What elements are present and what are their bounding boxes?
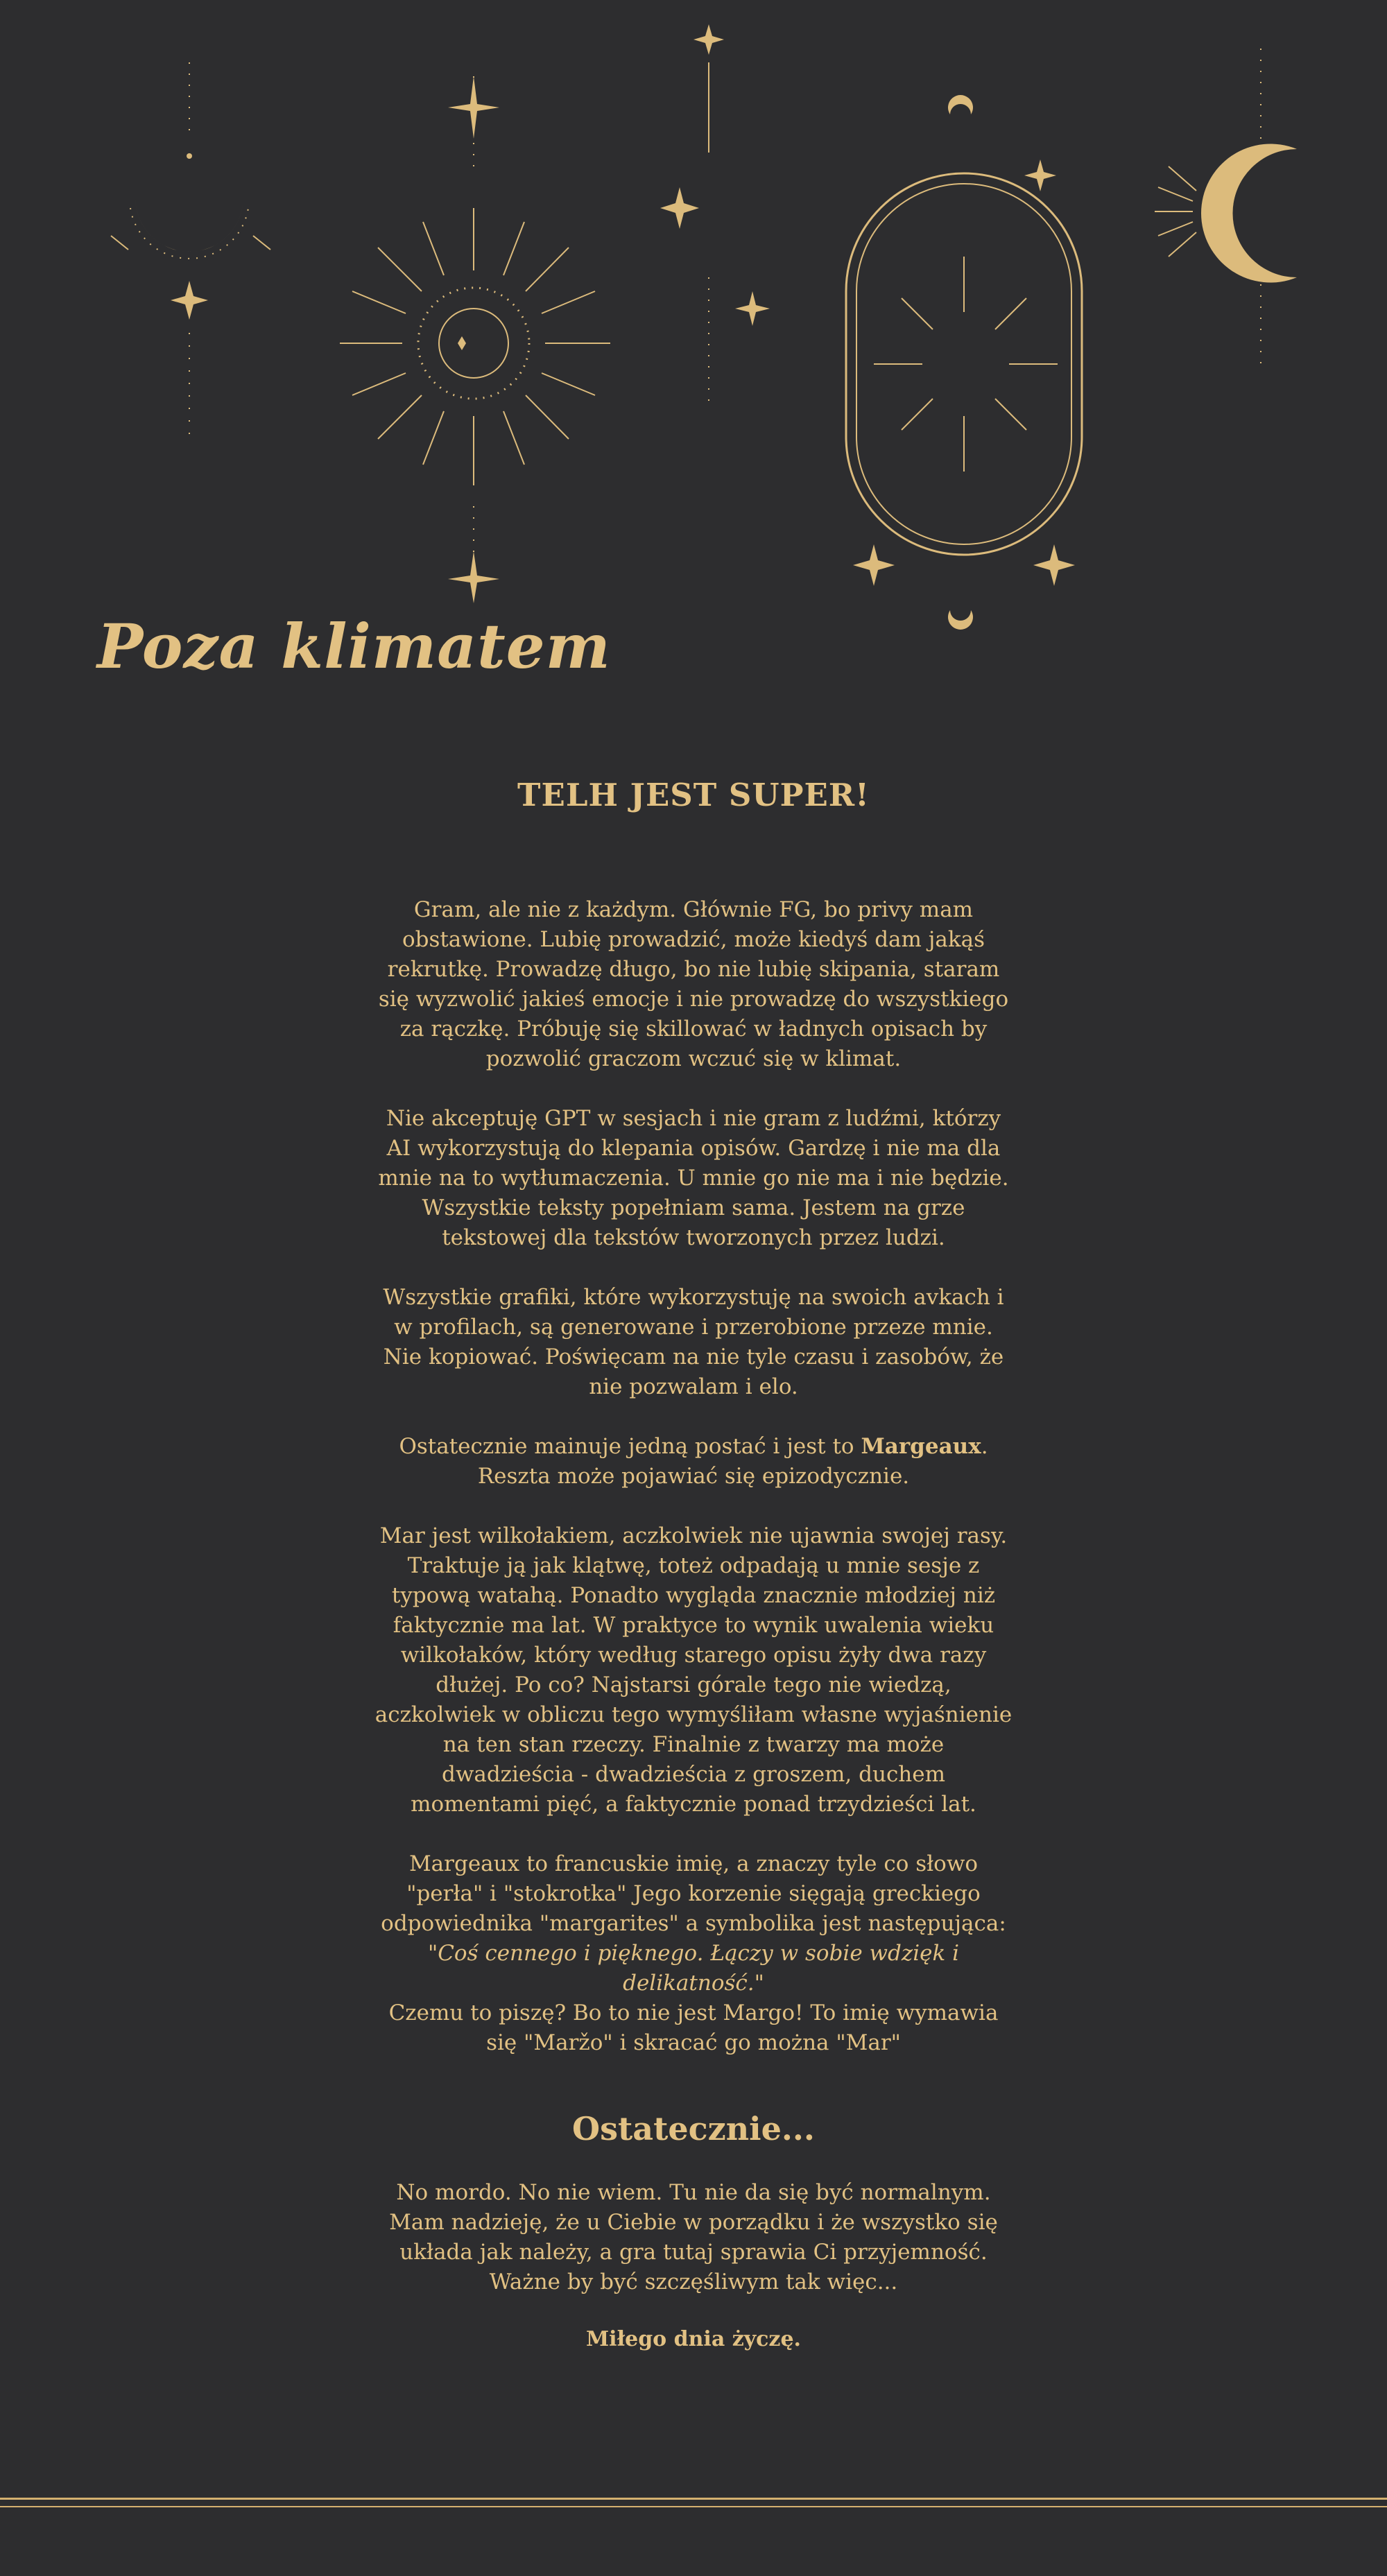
- logo: Poza klimatem: [97, 610, 611, 682]
- footer-divider-bottom: [0, 2506, 1387, 2507]
- main-character-paragraph: [347, 1432, 1040, 1492]
- closing-paragraph: No mordo. No nie wiem. Tu nie da się być normalnym. Mam nadzieję, że u Ciebie w porządku i że wszystko się układa jak należy, a gra tutaj sprawia Ci przyjemność. Ważne by być szczęśliwym tak więc...: [389, 2180, 998, 2294]
- farewell-text: Miłego dnia życzę.: [585, 2327, 802, 2351]
- celestial-ornaments: [0, 0, 1387, 638]
- main-character-text-after: . Reszta może pojawiać się epizodycznie.: [477, 1434, 988, 1489]
- main-character-text-before: Ostatecznie mainuje jedną postać i jest to: [399, 1434, 861, 1459]
- character-name: Margeaux: [861, 1434, 981, 1459]
- main-content: [347, 777, 1040, 2351]
- name-meaning-quote: "Coś cennego i pięknego. Łączy w sobie wdzięk i delikatność.": [427, 1941, 960, 1996]
- arch-moon-icon: [846, 95, 1082, 630]
- name-meaning-text: Margeaux to francuskie imię, a znaczy tyle co słowo "perła" i "stokrotka" Jego korzenie sięgają greckiego odpowiednika "margarites" a symbolika jest następująca:: [381, 1851, 1006, 1936]
- crescent-moon-icon: [111, 62, 270, 437]
- name-meaning-paragraph: [347, 1849, 1040, 2058]
- intro-paragraph: Gram, ale nie z każdym. Głównie FG, bo privy mam obstawione. Lubię prowadzić, może kiedyś dam jakąś rekrutkę. Prowadzę długo, bo nie lubię skipania, staram się wyzwolić jakieś emocje i nie prowadzę do wszystkiego za rączkę. Próbuję się skillować w ładnych opisach by pozwolić graczom wczuć się w klimat.: [378, 897, 1009, 1071]
- large-crescent-icon: [1155, 49, 1297, 368]
- ai-policy-paragraph: Nie akceptuję GPT w sesjach i nie gram z ludźmi, którzy AI wykorzystują do klepania opisów. Gardzę i nie ma dla mnie na to wytłumaczenia. U mnie go nie ma i nie będzie. Wszystkie teksty popełniam sama. Jestem na grze tekstowej dla tekstów tworzonych przez ludzi.: [378, 1106, 1009, 1250]
- tall-crescent-icon: [660, 24, 798, 409]
- footer-divider-top: [0, 2498, 1387, 2500]
- graphics-paragraph: Wszystkie grafiki, które wykorzystuję na swoich avkach i w profilach, są generowane i przerobione przeze mnie. Nie kopiować. Poświęcam na nie tyle czasu i zasobów, że nie pozwalam i elo.: [383, 1285, 1004, 1399]
- name-pronunciation-text: Czemu to piszę? Bo to nie jest Margo! To imię wymawia się "Maržo" i skracać go można "Mar": [388, 2000, 999, 2055]
- character-description-paragraph: Mar jest wilkołakiem, aczkolwiek nie ujawnia swojej rasy. Traktuje ją jak klątwę, toteż odpadają u mnie sesje z typową watahą. Ponadto wygląda znacznie młodziej niż faktycznie ma lat. W praktyce to wynik uwalenia wieku wilkołaków, który według starego opisu żyły dwa razy dłużej. Po co? Najstarsi górale tego nie wiedzą, aczkolwiek w obliczu tego wymyśliłam własne wyjaśnienie na ten stan rzeczy. Finalnie z twarzy ma może dwadzieścia - dwadzieścia z groszem, duchem momentami pięć, a faktycznie ponad trzydzieści lat.: [374, 1523, 1013, 1817]
- closing-title: Ostatecznie...: [572, 2110, 815, 2147]
- sun-moon-icon: [340, 76, 610, 603]
- page-title: TELH JEST SUPER!: [517, 777, 870, 813]
